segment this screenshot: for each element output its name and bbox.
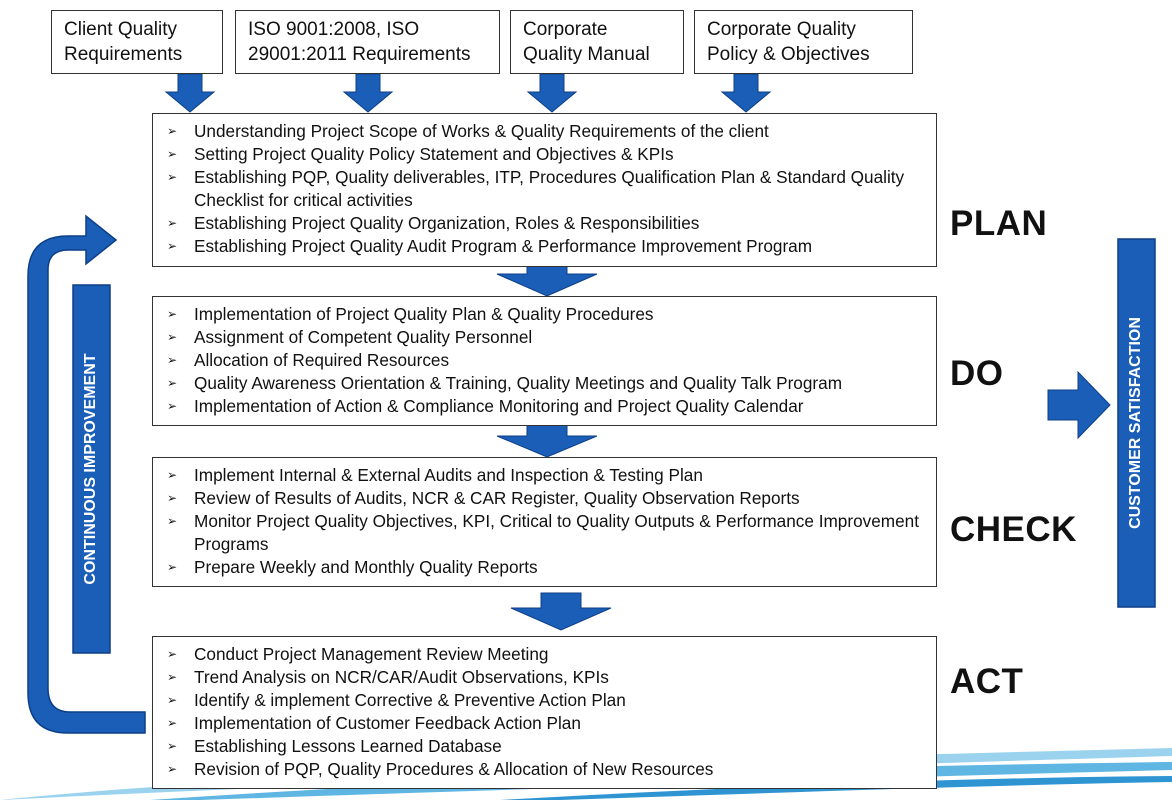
input-corporate-quality-manual: Corporate Quality Manual [510,10,684,74]
customer-satisfaction-label: CUSTOMER SATISFACTION [1127,317,1144,529]
customer-satisfaction-arrow [1048,372,1110,438]
list-item: ➢ Monitor Project Quality Objectives, KPI, Critical to Quality Outputs & Performance Improvement Programs [167,510,928,556]
do-list [167,303,928,418]
act-list [167,643,928,781]
check-list [167,464,928,579]
do-box [152,296,937,426]
input-arrow-2 [344,74,392,112]
list-item: ➢ Quality Awareness Orientation & Training, Quality Meetings and Quality Talk Program [167,372,928,395]
list-item: ➢ Implementation of Project Quality Plan & Quality Procedures [167,303,928,326]
act-box [152,636,937,789]
input-arrow-4 [722,74,770,112]
list-item: ➢ Trend Analysis on NCR/CAR/Audit Observations, KPIs [167,666,928,689]
list-item: ➢ Implementation of Customer Feedback Action Plan [167,712,928,735]
list-item: ➢ Conduct Project Management Review Meeting [167,643,928,666]
list-item: ➢ Establishing Lessons Learned Database [167,735,928,758]
list-item: ➢ Establishing Project Quality Audit Program & Performance Improvement Program [167,235,928,258]
list-item: ➢ Prepare Weekly and Monthly Quality Reports [167,556,928,579]
input-arrow-3 [528,74,576,112]
plan-box [152,113,937,267]
list-item: ➢ Implementation of Action & Compliance Monitoring and Project Quality Calendar [167,395,928,418]
act-label: ACT [950,662,1024,701]
list-item: ➢ Revision of PQP, Quality Procedures & Allocation of New Resources [167,758,928,781]
list-item: ➢ Allocation of Required Resources [167,349,928,372]
check-label: CHECK [950,510,1077,549]
continuous-improvement-label: CONTINUOUS IMPROVEMENT [82,353,99,585]
do-label: DO [950,354,1004,393]
input-iso-requirements: ISO 9001:2008, ISO 29001:2011 Requirements [235,10,500,74]
list-item: ➢ Assignment of Competent Quality Personnel [167,326,928,349]
list-item: ➢ Implement Internal & External Audits and Inspection & Testing Plan [167,464,928,487]
plan-list [167,120,928,258]
list-item: ➢ Review of Results of Audits, NCR & CAR Register, Quality Observation Reports [167,487,928,510]
list-item: ➢ Identify & implement Corrective & Preventive Action Plan [167,689,928,712]
check-box [152,457,937,587]
plan-label: PLAN [950,204,1048,243]
list-item: ➢ Setting Project Quality Policy Statement and Objectives & KPIs [167,143,928,166]
input-arrow-1 [166,74,214,112]
list-item: ➢ Establishing PQP, Quality deliverables, ITP, Procedures Qualification Plan & Standard Quality Checklist for critical activities [167,166,928,212]
list-item: ➢ Establishing Project Quality Organization, Roles & Responsibilities [167,212,928,235]
check-to-act-arrow [511,593,611,630]
input-client-quality: Client Quality Requirements [51,10,223,74]
list-item: ➢ Understanding Project Scope of Works & Quality Requirements of the client [167,120,928,143]
input-corporate-policy: Corporate Quality Policy & Objectives [694,10,913,74]
